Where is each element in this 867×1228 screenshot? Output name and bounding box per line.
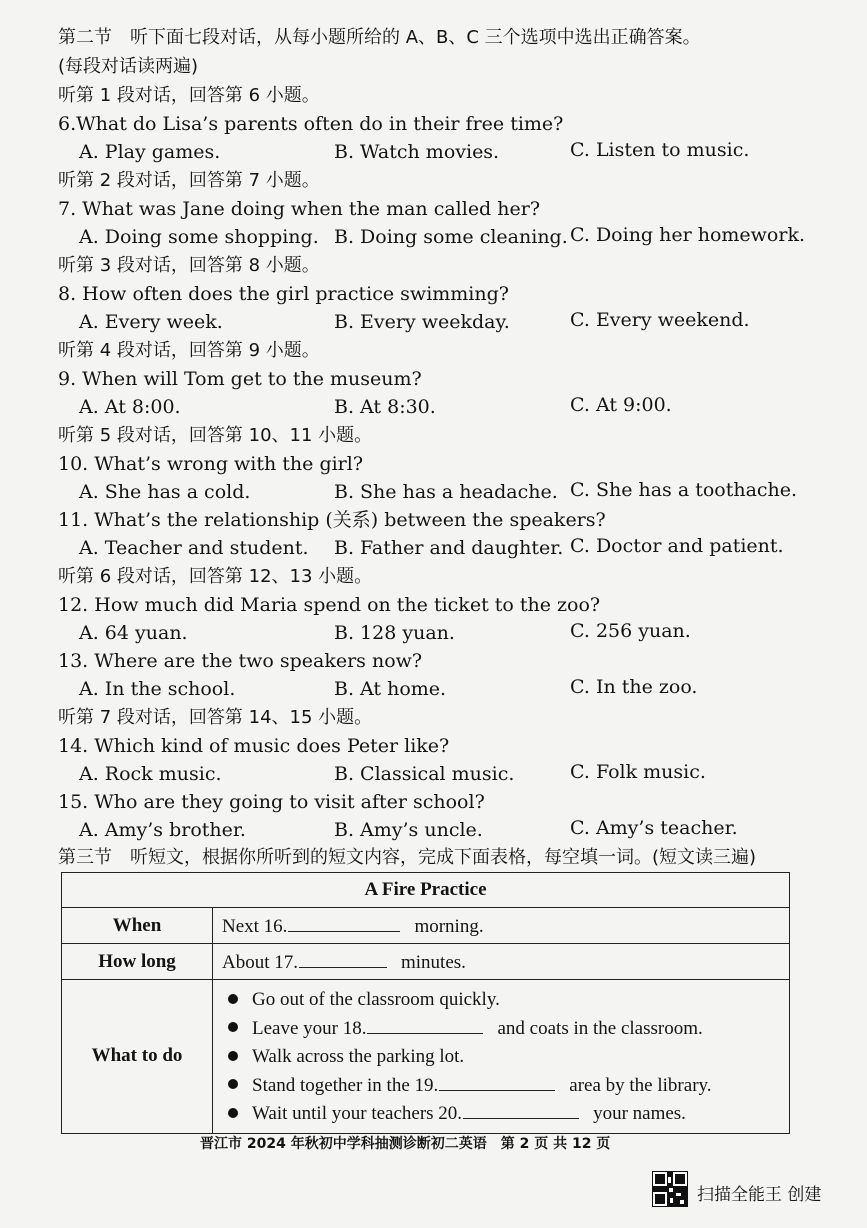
todo-item [228,1072,789,1101]
option-a: A. Doing some shopping. [79,226,319,248]
page-footer: 晋江市 2024 年秋初中学科抽测诊断初二英语 第 2 页 共 12 页 [200,1136,611,1152]
answer-blank-16[interactable] [288,914,400,932]
option-c: C. Every weekend. [570,309,750,331]
todo-text: Leave your 18. [252,1017,367,1039]
question-6: 6.What do Lisa’s parents often do in their free time? [58,113,564,135]
option-c: C. Amy’s teacher. [570,817,738,839]
fire-practice-table [61,872,790,1134]
todo-item [228,1015,789,1044]
todo-text: and coats in the classroom. [497,1017,703,1039]
question-15: 15. Who are they going to visit after school? [58,791,485,813]
question-9: 9. When will Tom get to the museum? [58,368,422,390]
question-7: 7. What was Jane doing when the man called her? [58,198,541,220]
section2-note: (每段对话读两遍) [58,56,199,77]
question-8: 8. How often does the girl practice swimming? [58,283,509,305]
bullet-icon [228,1079,238,1089]
option-a: A. Play games. [79,141,221,163]
option-c: C. Listen to music. [570,139,750,161]
question-11: 11. What’s the relationship (关系) between the speakers? [58,509,606,531]
option-c: C. In the zoo. [570,676,698,698]
option-b: B. Every weekday. [334,311,510,333]
question-14: 14. Which kind of music does Peter like? [58,735,450,757]
option-b: B. Amy’s uncle. [334,819,483,841]
question-13: 13. Where are the two speakers now? [58,650,423,672]
todo-text: Stand together in the 19. [252,1074,439,1096]
table-title: A Fire Practice [62,873,790,908]
answer-blank-17[interactable] [299,950,387,968]
bullet-icon [228,994,238,1004]
option-a: A. Every week. [79,311,223,333]
bullet-icon [228,1051,238,1061]
how-long-value [213,944,790,980]
todo-text: Wait until your teachers 20. [252,1103,463,1124]
when-value [213,908,790,944]
option-a: A. Amy’s brother. [79,819,246,841]
bullet-icon [228,1022,238,1032]
dialog-prompt: 听第 4 段对话，回答第 9 小题。 [58,340,320,361]
option-b: B. At 8:30. [334,396,436,418]
dialog-prompt: 听第 7 段对话，回答第 14、15 小题。 [58,707,373,728]
what-to-do-list [213,980,790,1134]
option-c: C. At 9:00. [570,394,672,416]
option-b: B. Father and daughter. [334,537,564,559]
option-c: C. Doctor and patient. [570,535,784,557]
how-long-prefix: About 17. [222,951,298,973]
question-10: 10. What’s wrong with the girl? [58,453,364,475]
when-label: When [62,908,213,944]
option-c: C. 256 yuan. [570,620,691,642]
option-b: B. She has a headache. [334,481,558,503]
scanner-watermark: 扫描全能王 创建 [697,1185,822,1205]
option-c: C. She has a toothache. [570,479,798,501]
option-b: B. Classical music. [334,763,515,785]
when-prefix: Next 16. [222,915,288,937]
option-a: A. At 8:00. [79,396,181,418]
option-c: C. Folk music. [570,761,706,783]
option-a: A. Teacher and student. [79,537,309,559]
option-b: B. At home. [334,678,447,700]
when-suffix: morning. [414,915,484,937]
option-b: B. 128 yuan. [334,622,455,644]
option-b: B. Watch movies. [334,141,500,163]
option-b: B. Doing some cleaning. [334,226,568,248]
answer-blank-19[interactable] [439,1073,555,1091]
todo-item [228,1100,789,1129]
todo-text: Walk across the parking lot. [252,1046,465,1067]
question-12: 12. How much did Maria spend on the ticket to the zoo? [58,594,601,616]
todo-item [228,1043,789,1072]
todo-text: area by the library. [569,1074,712,1096]
option-a: A. She has a cold. [79,481,251,503]
option-a: A. Rock music. [79,763,222,785]
qr-code-icon [652,1171,688,1207]
section2-heading: 第二节 听下面七段对话，从每小题所给的 A、B、C 三个选项中选出正确答案。 [58,27,701,48]
what-to-do-label: What to do [62,980,213,1134]
answer-blank-20[interactable] [463,1101,579,1119]
todo-item [228,986,789,1015]
answer-blank-18[interactable] [367,1016,483,1034]
todo-text: your names. [593,1103,686,1124]
section3-heading: 第三节 听短文，根据你所听到的短文内容，完成下面表格，每空填一词。(短文读三遍) [58,847,757,868]
dialog-prompt: 听第 6 段对话，回答第 12、13 小题。 [58,566,373,587]
how-long-label: How long [62,944,213,980]
dialog-prompt: 听第 3 段对话，回答第 8 小题。 [58,255,320,276]
dialog-prompt: 听第 1 段对话，回答第 6 小题。 [58,85,320,106]
how-long-suffix: minutes. [401,951,466,973]
bullet-icon [228,1108,238,1118]
dialog-prompt: 听第 2 段对话，回答第 7 小题。 [58,170,320,191]
todo-text: Go out of the classroom quickly. [252,989,500,1010]
option-a: A. In the school. [79,678,236,700]
option-a: A. 64 yuan. [79,622,188,644]
dialog-prompt: 听第 5 段对话，回答第 10、11 小题。 [58,425,373,446]
option-c: C. Doing her homework. [570,224,806,246]
